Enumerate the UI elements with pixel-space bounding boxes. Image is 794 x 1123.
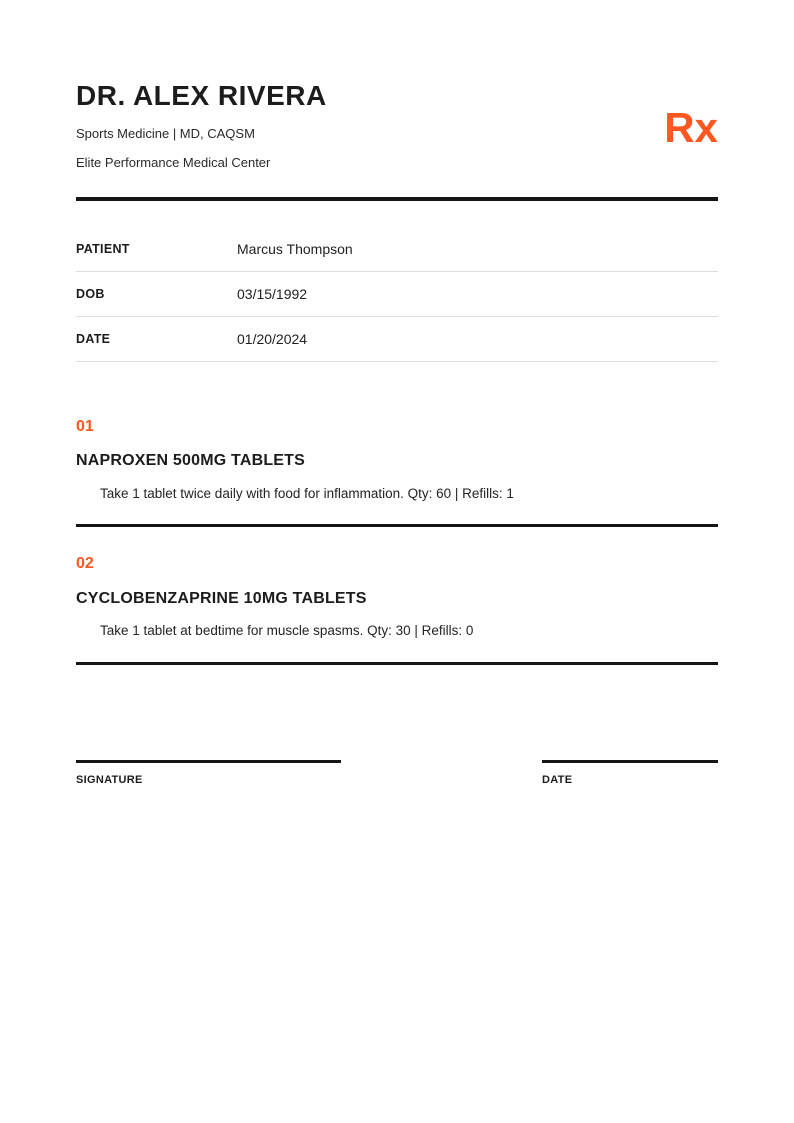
prescription-number: 02 bbox=[76, 555, 94, 573]
signature-field bbox=[76, 760, 341, 786]
medication-instructions: Take 1 tablet at bedtime for muscle spasms. Qty: 30 | Refills: 0 bbox=[100, 623, 474, 639]
medication-instructions: Take 1 tablet twice daily with food for inflammation. Qty: 60 | Refills: 1 bbox=[100, 486, 514, 502]
prescription-divider bbox=[76, 524, 718, 527]
header-divider bbox=[76, 197, 718, 201]
rx-logo: Rx bbox=[664, 104, 718, 151]
date-label: DATE bbox=[542, 773, 573, 786]
letterhead bbox=[76, 82, 718, 171]
prescription-item-2 bbox=[76, 555, 718, 664]
dob-value: 03/15/1992 bbox=[237, 285, 308, 302]
doctor-credentials: Sports Medicine | MD, CAQSM bbox=[76, 126, 255, 141]
patient-label: PATIENT bbox=[76, 241, 130, 256]
doctor-name: DR. ALEX RIVERA bbox=[76, 80, 327, 111]
signature-block bbox=[76, 760, 718, 786]
clinic-name: Elite Performance Medical Center bbox=[76, 154, 271, 170]
prescription-item-1 bbox=[76, 418, 718, 527]
table-row-dob bbox=[76, 272, 718, 317]
table-row-date bbox=[76, 317, 718, 362]
signature-label: SIGNATURE bbox=[76, 773, 143, 786]
dob-label: DOB bbox=[76, 286, 105, 301]
date-value: 01/20/2024 bbox=[237, 330, 308, 347]
patient-info-table bbox=[76, 227, 718, 362]
prescription-number: 01 bbox=[76, 417, 94, 435]
date-line bbox=[542, 760, 718, 763]
prescription-divider bbox=[76, 662, 718, 665]
medication-name: CYCLOBENZAPRINE 10MG TABLETS bbox=[76, 589, 367, 607]
patient-value: Marcus Thompson bbox=[237, 240, 353, 257]
date-label: DATE bbox=[76, 331, 111, 346]
table-row-patient bbox=[76, 227, 718, 272]
prescription-list bbox=[76, 418, 718, 665]
date-field bbox=[542, 760, 718, 786]
medication-name: NAPROXEN 500MG TABLETS bbox=[76, 452, 306, 470]
signature-line bbox=[76, 760, 341, 763]
